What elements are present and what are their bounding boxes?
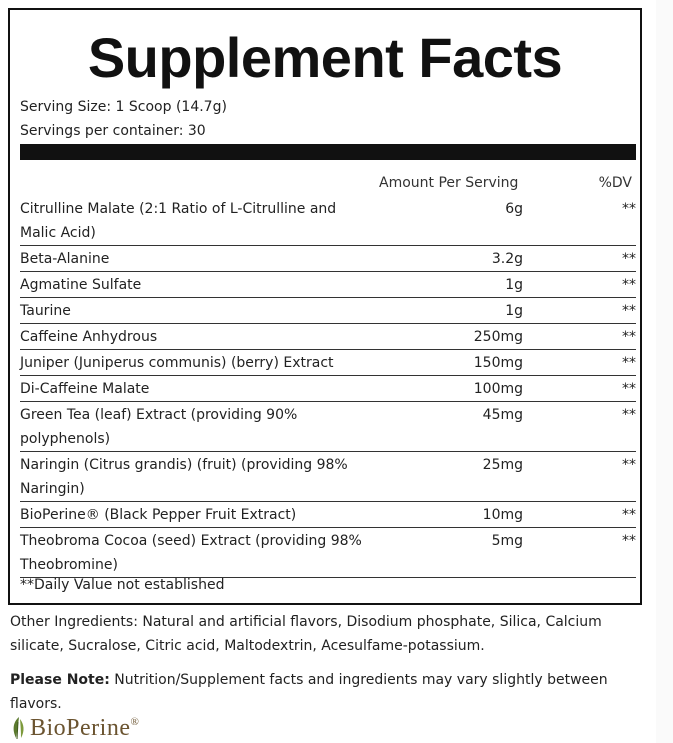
serving-size: Serving Size: 1 Scoop (14.7g) xyxy=(20,99,227,115)
ingredient-dv: ** xyxy=(622,507,636,523)
table-row xyxy=(20,402,636,452)
ingredient-amount: 150mg xyxy=(473,355,523,371)
ingredient-name: Agmatine Sulfate xyxy=(20,277,142,293)
ingredient-name: Caffeine Anhydrous xyxy=(20,329,158,345)
ingredient-amount: 1g xyxy=(505,277,523,293)
table-row xyxy=(20,196,636,246)
ingredient-amount: 45mg xyxy=(482,407,523,423)
panel-title: Supplement Facts xyxy=(87,26,563,89)
ingredient-amount: 3.2g xyxy=(491,251,523,267)
ingredient-name: Beta-Alanine xyxy=(20,251,110,267)
supplement-facts-panel xyxy=(8,8,642,605)
ingredient-name: Theobroma Cocoa (seed) Extract (providing 98% Theobromine) xyxy=(20,533,362,573)
registered-mark: ® xyxy=(130,716,139,728)
leaf-icon xyxy=(10,716,28,740)
table-row xyxy=(20,246,636,272)
ingredient-dv: ** xyxy=(622,381,636,397)
table-row xyxy=(20,324,636,350)
logo-wordmark: BioPerine xyxy=(30,715,131,741)
ingredient-name: Taurine xyxy=(20,303,71,319)
ingredient-name: Naringin (Citrus grandis) (fruit) (providing 98% Naringin) xyxy=(20,457,348,497)
ingredient-dv: ** xyxy=(622,457,636,473)
ingredient-dv: ** xyxy=(622,303,636,319)
ingredient-name: Di-Caffeine Malate xyxy=(20,381,150,397)
page-edge xyxy=(656,0,673,743)
ingredient-amount: 1g xyxy=(505,303,523,319)
bioperine-logo xyxy=(10,714,139,742)
ingredient-dv: ** xyxy=(622,329,636,345)
ingredient-dv: ** xyxy=(622,201,636,217)
ingredient-dv: ** xyxy=(622,407,636,423)
table-row xyxy=(20,272,636,298)
dv-column-header: %DV xyxy=(598,175,632,191)
please-note xyxy=(10,668,650,716)
table-row xyxy=(20,298,636,324)
ingredient-name: Citrulline Malate (2:1 Ratio of L-Citrulline and Malic Acid) xyxy=(20,201,337,241)
daily-value-footnote: **Daily Value not established xyxy=(20,577,225,593)
ingredient-name: Green Tea (leaf) Extract (providing 90% polyphenols) xyxy=(20,407,298,447)
ingredient-amount: 250mg xyxy=(473,329,523,345)
ingredient-name: BioPerine® (Black Pepper Fruit Extract) xyxy=(20,507,297,523)
ingredient-amount: 100mg xyxy=(473,381,523,397)
ingredient-amount: 25mg xyxy=(482,457,523,473)
table-row xyxy=(20,502,636,528)
ingredient-amount: 6g xyxy=(505,201,523,217)
table-row xyxy=(20,528,636,578)
ingredient-dv: ** xyxy=(622,277,636,293)
ingredient-dv: ** xyxy=(622,355,636,371)
ingredient-amount: 5mg xyxy=(491,533,523,549)
table-row xyxy=(20,376,636,402)
servings-per-container: Servings per container: 30 xyxy=(20,123,206,139)
note-label: Please Note: xyxy=(10,672,110,688)
table-row xyxy=(20,452,636,502)
ingredient-table xyxy=(20,196,636,578)
thick-divider xyxy=(20,144,636,160)
other-ingredients: Other Ingredients: Natural and artificial flavors, Disodium phosphate, Silica, Calcium silicate, Sucralose, Citric acid, Maltodextrin, Acesulfame-potassium. xyxy=(10,614,602,654)
amount-column-header: Amount Per Serving xyxy=(379,175,519,191)
note-text: Nutrition/Supplement facts and ingredients may vary slightly between flavors. xyxy=(10,672,608,712)
ingredient-dv: ** xyxy=(622,251,636,267)
ingredient-dv: ** xyxy=(622,533,636,549)
ingredient-amount: 10mg xyxy=(482,507,523,523)
ingredient-name: Juniper (Juniperus communis) (berry) Extract xyxy=(20,355,334,371)
table-row xyxy=(20,350,636,376)
